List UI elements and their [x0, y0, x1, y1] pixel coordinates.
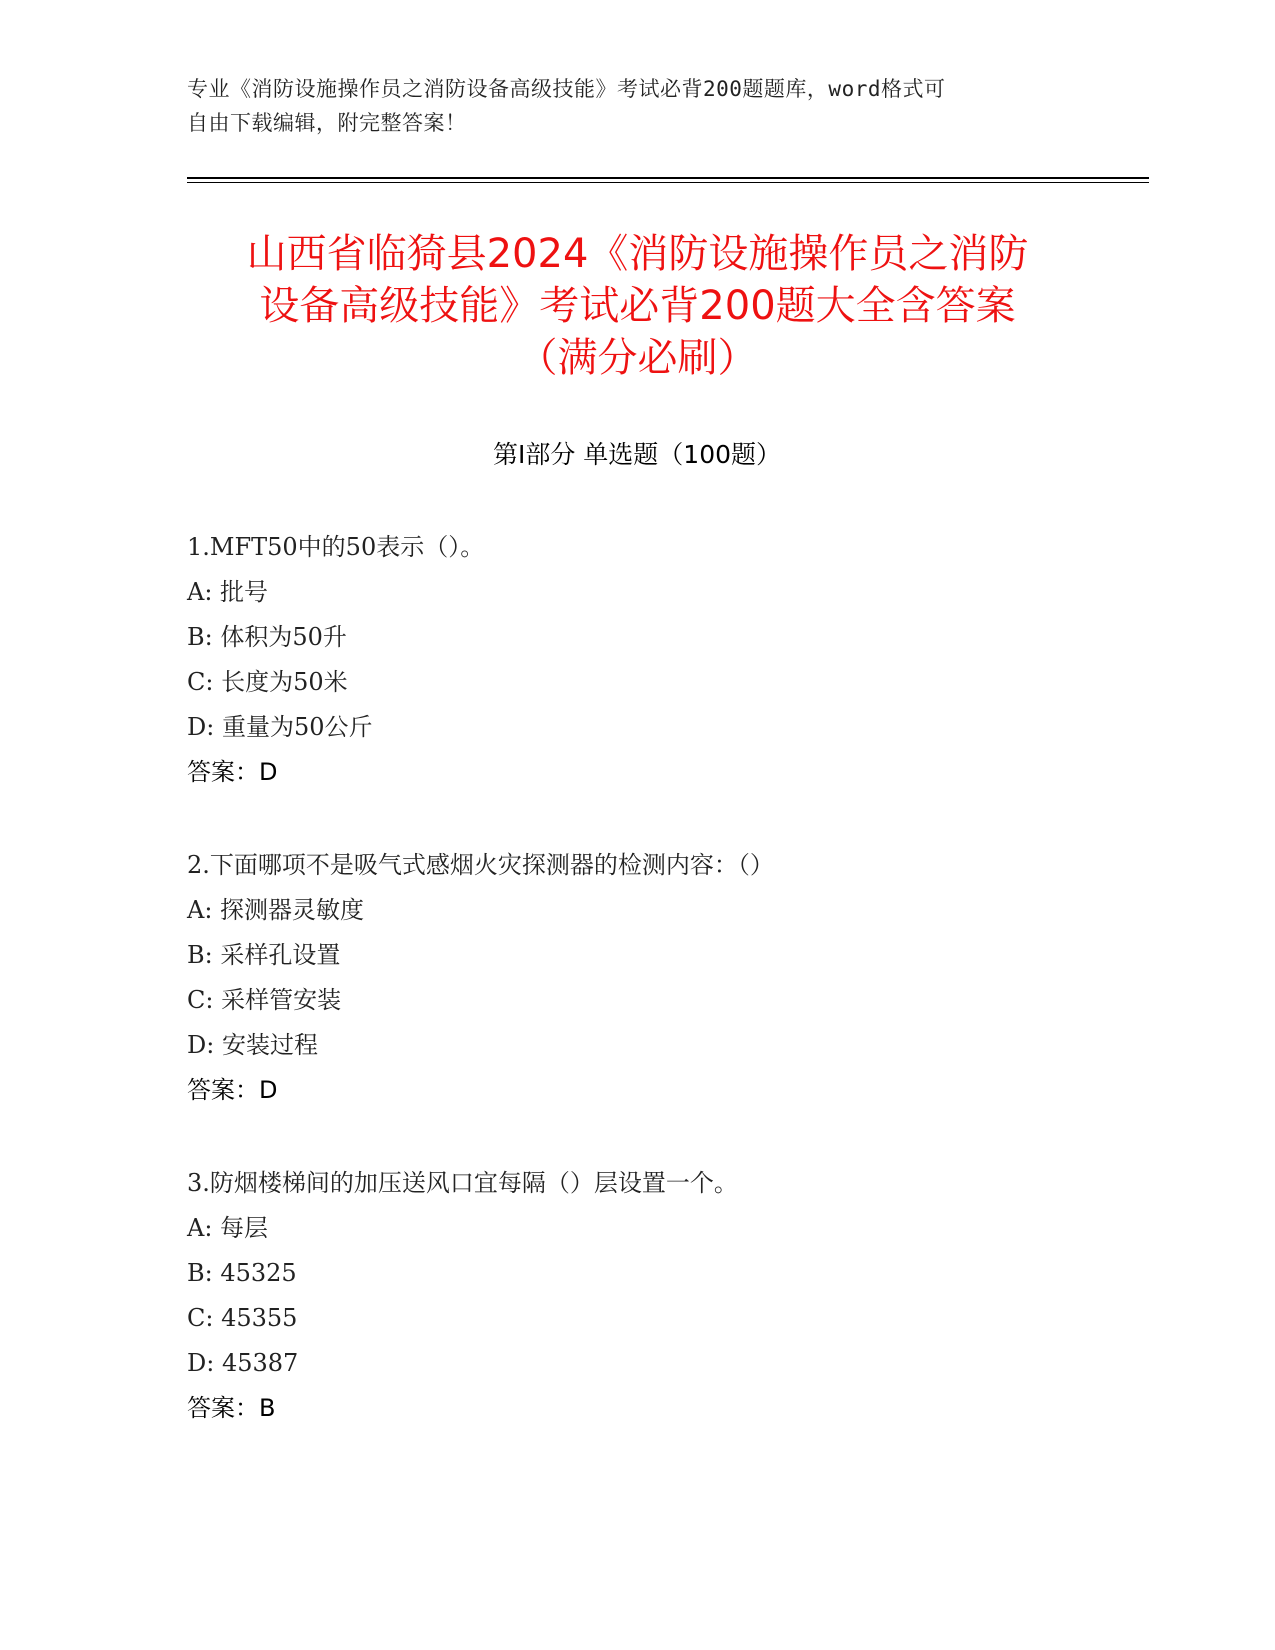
document-title-line-2: 设备高级技能》考试必背200题大全含答案 — [259, 283, 1016, 329]
header-note — [187, 72, 1087, 140]
question-block — [187, 843, 1087, 1113]
document-title-line-1: 山西省临猗县2024《消防设施操作员之消防 — [246, 231, 1029, 277]
answer-line: 答案：D — [187, 758, 278, 786]
header-note-line-1: 专业《消防设施操作员之消防设备高级技能》考试必背200题题库，word格式可 — [187, 77, 946, 101]
question-block — [187, 525, 1087, 795]
answer-line: 答案：D — [187, 1076, 278, 1104]
option-a: A: 每层 — [187, 1214, 269, 1242]
document-title-line-3: （满分必刷） — [517, 335, 758, 381]
question-stem: 3.防烟楼梯间的加压送风口宜每隔（）层设置一个。 — [187, 1169, 738, 1197]
option-b: B: 45325 — [187, 1259, 297, 1287]
option-b: B: 体积为50升 — [187, 623, 347, 651]
question-stem: 1.MFT50中的50表示（）。 — [187, 533, 485, 561]
question-block — [187, 1161, 1087, 1431]
question-stem: 2.下面哪项不是吸气式感烟火灾探测器的检测内容：（） — [187, 851, 774, 879]
answer-line: 答案：B — [187, 1394, 276, 1422]
option-b: B: 采样孔设置 — [187, 941, 341, 969]
header-divider-thick — [187, 177, 1149, 179]
option-c: C: 45355 — [187, 1304, 298, 1332]
document-title — [160, 228, 1115, 384]
option-a: A: 探测器灵敏度 — [187, 896, 365, 924]
header-divider-thin — [187, 182, 1149, 183]
header-note-line-2: 自由下载编辑，附完整答案！ — [187, 111, 467, 135]
option-c: C: 长度为50米 — [187, 668, 348, 696]
option-d: D: 重量为50公斤 — [187, 713, 373, 741]
option-a: A: 批号 — [187, 578, 269, 606]
option-d: D: 安装过程 — [187, 1031, 318, 1059]
option-c: C: 采样管安装 — [187, 986, 342, 1014]
option-d: D: 45387 — [187, 1349, 299, 1377]
section-heading: 第Ⅰ部分 单选题（100题） — [492, 440, 782, 469]
